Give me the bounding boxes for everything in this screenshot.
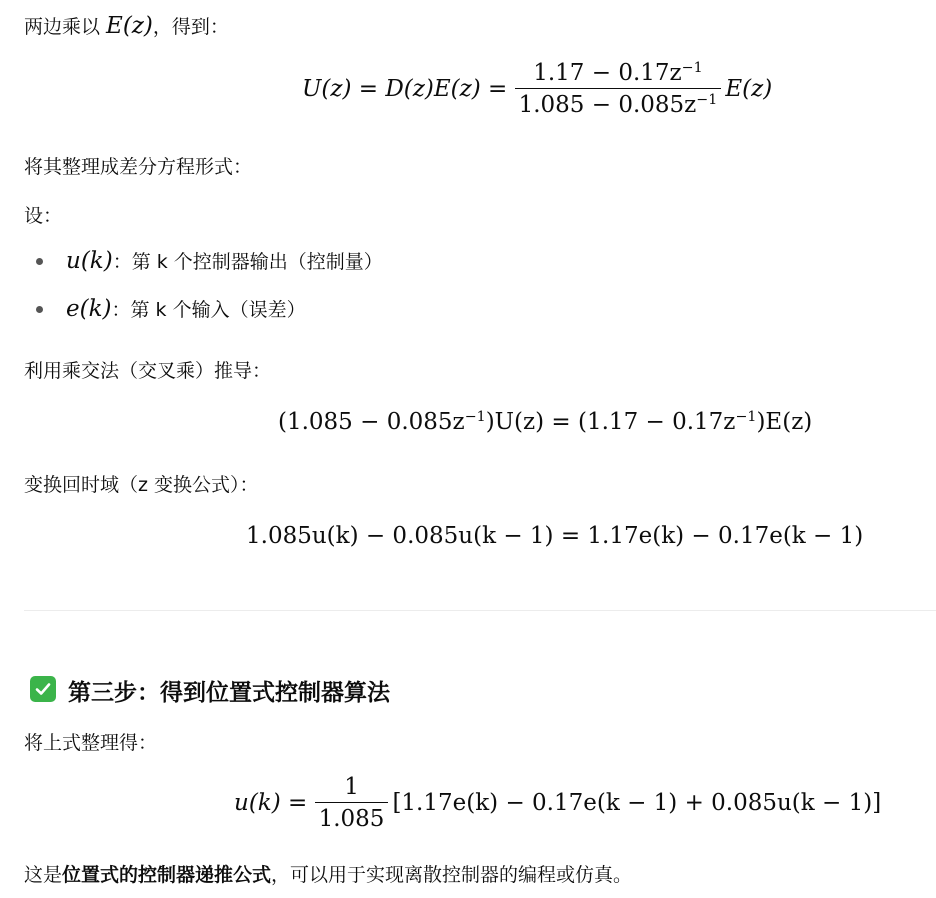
- equation-difference: 1.085u(k) − 0.085u(k − 1) = 1.17e(k) − 0.17e(k − 1): [246, 523, 864, 549]
- section-divider: [24, 610, 936, 611]
- bullet-dot: [36, 258, 43, 265]
- equation-position-algorithm: u(k) = $\frac{1}{1.085}$ [1.17e(k) − 0.17e(k − 1) + 0.085u(k − 1)]: [234, 774, 882, 832]
- bullet-dot: [36, 306, 43, 313]
- paragraph-conclusion: 这是位置式的控制器递推公式，可以用于实现离散控制器的编程或仿真。: [24, 864, 633, 886]
- paragraph-time-domain: 变换回时域（z 变换公式）：: [24, 474, 259, 496]
- section-heading: 第三步：得到位置式控制器算法: [68, 680, 390, 706]
- inline-math-ez: E(z): [106, 13, 153, 39]
- paragraph-difference-equation: 将其整理成差分方程形式：: [24, 156, 253, 178]
- fraction: $\frac{1.17 - 0.17z^{-1}}{1.085 - 0.085z^{-1}}$: [515, 60, 722, 118]
- fraction: $\frac{1}{1.085}$: [315, 774, 389, 832]
- bullet-item-uk: u(k)：第 k 个控制器输出（控制量）: [66, 248, 383, 274]
- paragraph-cross-multiply: 利用乘交法（交叉乘）推导：: [24, 360, 272, 382]
- paragraph-define: 设：: [24, 205, 63, 227]
- paragraph-rearrange: 将上式整理得：: [24, 732, 158, 754]
- equation-cross-multiplied: $(1.085 - 0.085z^{-1})U(z) = (1.17 - 0.17z^{-1})E(z)$: [278, 409, 813, 435]
- intro-paragraph: 两边乘以 E(z)，得到：: [24, 13, 229, 39]
- check-mark-icon: [30, 676, 56, 702]
- bullet-item-ek: e(k)：第 k 个输入（误差）: [66, 296, 306, 322]
- equation-transfer-function: U(z) = D(z)E(z) = $\frac{1.17 - 0.17z^{-1}}{1.085 - 0.085z^{-1}}$ E(z): [302, 60, 773, 118]
